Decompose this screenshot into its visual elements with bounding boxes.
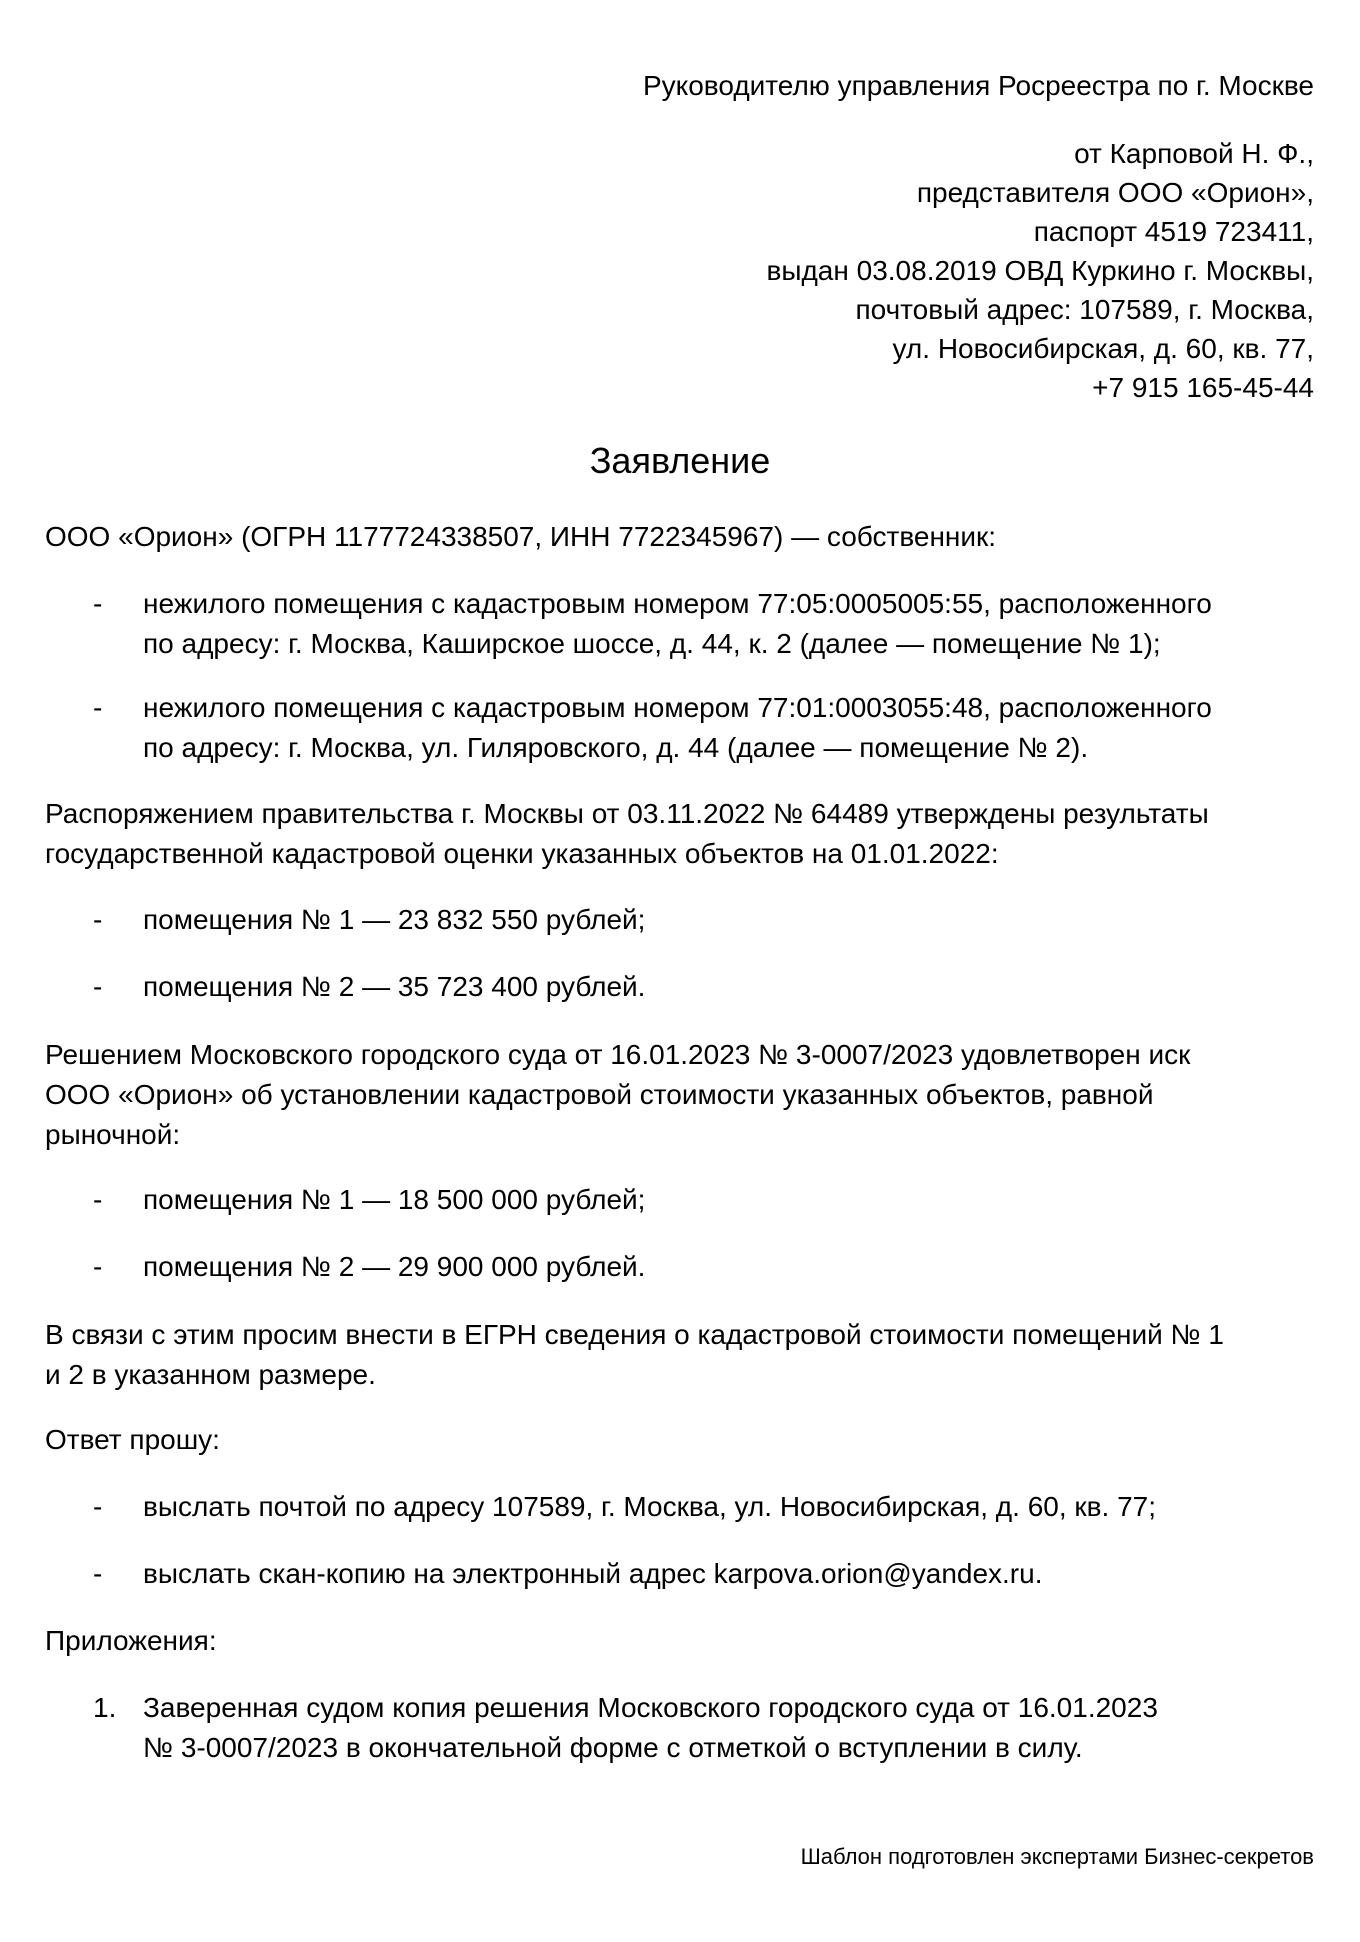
market-value-text: помещения № 1 — 18 500 000 рублей; bbox=[143, 1184, 646, 1215]
property-line: нежилого помещения с кадастровым номером 77:01:0003055:48, расположенного bbox=[143, 692, 1212, 723]
market-value-item bbox=[45, 1247, 1315, 1287]
request-paragraph bbox=[45, 1315, 1315, 1395]
property-line: по адресу: г. Москва, ул. Гиляровского, д. 44 (далее — помещение № 2). bbox=[143, 732, 1089, 763]
list-marker: - bbox=[93, 971, 103, 1002]
property-line: по адресу: г. Москва, Каширское шоссе, д. 44, к. 2 (далее — помещение № 1); bbox=[143, 628, 1161, 659]
property-item bbox=[45, 584, 1315, 664]
list-marker: - bbox=[93, 1251, 103, 1282]
cadastral-value-item bbox=[45, 900, 1315, 940]
property-item bbox=[45, 688, 1315, 768]
paragraph-line: государственной кадастровой оценки указанных объектов на 01.01.2022: bbox=[45, 838, 999, 869]
reply-text: выслать скан-копию на электронный адрес karpova.orion@yandex.ru. bbox=[143, 1558, 1043, 1589]
attachment-item bbox=[45, 1688, 1315, 1768]
sender-line: ул. Новосибирская, д. 60, кв. 77, bbox=[892, 333, 1314, 364]
paragraph-line: Решением Московского городского суда от 16.01.2023 № 3-0007/2023 удовлетворен иск bbox=[45, 1039, 1191, 1070]
cadastral-value-text: помещения № 1 — 23 832 550 рублей; bbox=[143, 904, 646, 935]
reply-item bbox=[45, 1487, 1315, 1527]
cadastral-value-item bbox=[45, 967, 1315, 1007]
sender-line: представителя ООО «Орион», bbox=[916, 177, 1314, 208]
list-marker: - bbox=[93, 904, 103, 935]
sender-phone: +7 915 165-45-44 bbox=[1092, 372, 1314, 403]
court-paragraph bbox=[45, 1035, 1315, 1155]
addressee: Руководителю управления Росреестра по г. Москве bbox=[642, 70, 1314, 101]
cadastral-value-text: помещения № 2 — 35 723 400 рублей. bbox=[143, 971, 646, 1002]
reply-label: Ответ прошу: bbox=[45, 1424, 220, 1455]
order-paragraph bbox=[45, 794, 1315, 874]
paragraph-line: ООО «Орион» об установлении кадастровой стоимости указанных объектов, равной bbox=[45, 1079, 1154, 1110]
sender-block bbox=[766, 134, 1314, 407]
document-title: Заявление bbox=[589, 440, 771, 481]
reply-item bbox=[45, 1554, 1315, 1594]
intro-paragraph: ООО «Орион» (ОГРН 1177724338507, ИНН 7722345967) — собственник: bbox=[45, 521, 997, 552]
attachment-line: № 3-0007/2023 в окончательной форме с отметкой о вступлении в силу. bbox=[143, 1732, 1083, 1763]
list-marker: - bbox=[93, 692, 103, 723]
property-line: нежилого помещения с кадастровым номером 77:05:0005005:55, расположенного bbox=[143, 588, 1212, 619]
attachments-label: Приложения: bbox=[45, 1625, 217, 1656]
list-marker: - bbox=[93, 1558, 103, 1589]
list-number: 1. bbox=[93, 1692, 117, 1723]
sender-line: почтовый адрес: 107589, г. Москва, bbox=[855, 294, 1314, 325]
attachment-line: Заверенная судом копия решения Московского городского суда от 16.01.2023 bbox=[143, 1692, 1158, 1723]
list-marker: - bbox=[93, 1184, 103, 1215]
paragraph-line: В связи с этим просим внести в ЕГРН сведения о кадастровой стоимости помещений № 1 bbox=[45, 1319, 1224, 1350]
reply-text: выслать почтой по адресу 107589, г. Москва, ул. Новосибирская, д. 60, кв. 77; bbox=[143, 1491, 1157, 1522]
paragraph-line: и 2 в указанном размере. bbox=[45, 1359, 376, 1390]
sender-line: от Карповой Н. Ф., bbox=[1074, 138, 1314, 169]
template-credit: Шаблон подготовлен экспертами Бизнес-секретов bbox=[800, 1844, 1314, 1869]
market-value-item bbox=[45, 1180, 1315, 1220]
sender-line: паспорт 4519 723411, bbox=[1033, 216, 1314, 247]
paragraph-line: Распоряжением правительства г. Москвы от 03.11.2022 № 64489 утверждены результаты bbox=[45, 798, 1209, 829]
paragraph-line: рыночной: bbox=[45, 1119, 181, 1150]
sender-line: выдан 03.08.2019 ОВД Куркино г. Москвы, bbox=[766, 255, 1314, 286]
list-marker: - bbox=[93, 588, 103, 619]
list-marker: - bbox=[93, 1491, 103, 1522]
market-value-text: помещения № 2 — 29 900 000 рублей. bbox=[143, 1251, 646, 1282]
